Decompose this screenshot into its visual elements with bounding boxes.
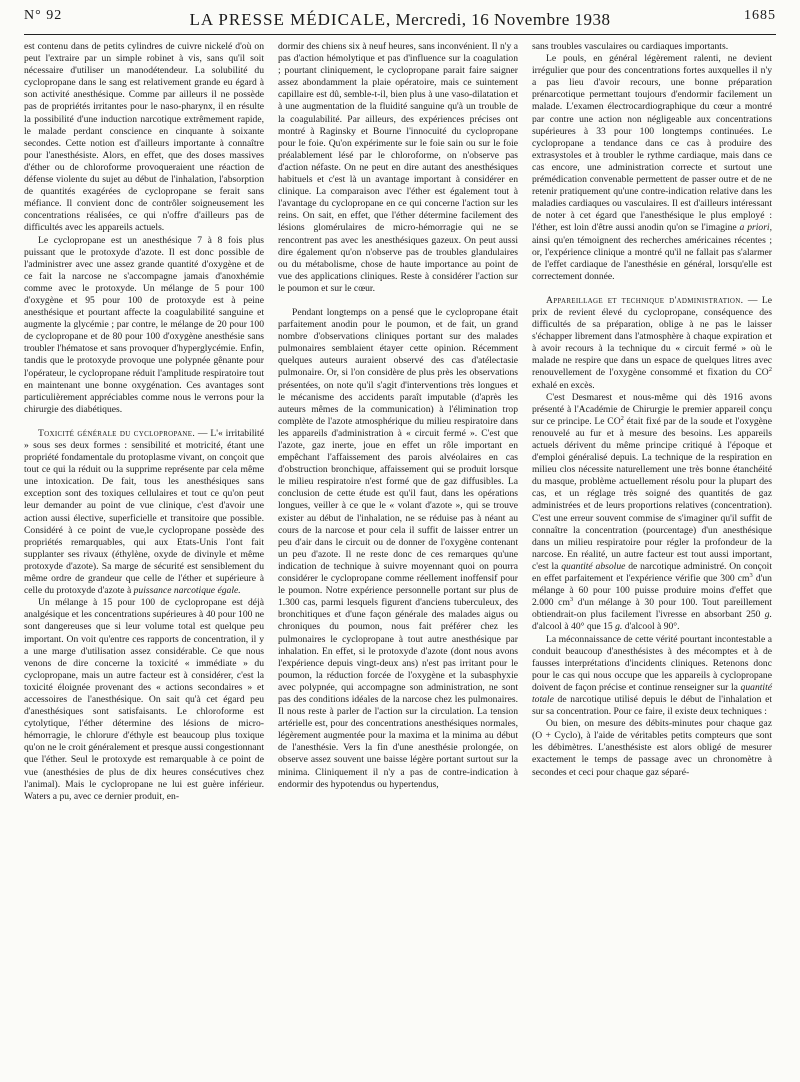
paragraph: Le pouls, en général légèrement ralenti, ne devient irrégulier que pour des concentrations fortes auxquelles il n'y a pas lieu d'avoir recours, une bonne préparation prénarcotique permettant toujours d'endormir facilement un malade. L'examen électrocardiographique du cœur a montré par contre une action non négligeable aux concentrations supérieures à 33 pour 100 longtemps continuées. Le cyclopropane a tendance dans ce cas à produire des extrasystoles et à troubler le rythme cardiaque, mais dans ce cas encore, une administration correcte et surtout une prémédication convenable permettent de passer outre et de ne retenir pratiquement qu'une contre-indication relative dans les maladies cardiaques ou vasculaires. Il est d'ailleurs intéressant de noter à cet égard que l'anesthésique le plus employé : l'éther, est loin d'être aussi anodin qu'on se l'imagine a priori, ainsi qu'en témoignent des recherches américaines récentes ; or, l'expérience clinique a montré qu'il ne fallait pas s'alarmer de l'effet cardiaque de l'anesthésie en général, lorsqu'elle est correctement donnée. bbox=[532, 53, 772, 282]
paragraph: Appareillage et technique d'administration. — Le prix de revient élevé du cyclopropane, conséquence des difficultés de sa préparation, oblige à ne pas le laisser s'échapper librement dans l'atmosphère à chaque expiration et à avoir recours à la technique du « circuit fermé » où le malade ne respire que dans un espace de quelques litres avec renouvellement de l'oxygène consommé et fixation du $CO^2$ exhalé en excès. bbox=[532, 294, 773, 391]
paragraph: est contenu dans de petits cylindres de cuivre nickelé d'où on peut l'extraire par un simple robinet à vis, sans qu'il soit nécessaire d'utiliser un manodétendeur. La solubilité du cyclopropane dans le sang est relativement grande eu égard à son activité anesthésique. Comme par ailleurs il ne possède pas de propriétés irritantes pour le naso-pharynx, il en résulte la possibilité d'une induction narcotique extrêmement rapide, le malade perdant conscience en cinquante à soixante secondes. Cette notion est d'ailleurs importante à connaître pour l'anesthésiste. Alors, en effet, que des doses massives d'éther ou de chloroforme provoqueraient une réaction de défense violente du sujet au début de l'inhalation, l'absorption de quantités exagérées de cyclopropane se ferait sans méfiance. Il convient donc de contrôler soigneusement les concentrations réalisées, ce qui n'offre d'ailleurs pas de difficultés avec les appareils actuels. bbox=[24, 41, 264, 234]
column-3 bbox=[532, 41, 772, 803]
section-heading: Appareillage et technique d'administration. bbox=[546, 294, 744, 306]
masthead-title: LA PRESSE MÉDICALE, Mercredi, 16 Novembre 1938 bbox=[189, 10, 611, 29]
issue-date: Mercredi, 16 Novembre 1938 bbox=[395, 10, 611, 29]
issue-number: N° 92 bbox=[24, 8, 63, 23]
section-heading: Toxicité générale du cyclopropane. bbox=[38, 427, 196, 439]
publication-name: LA PRESSE MÉDICALE bbox=[189, 10, 386, 29]
paragraph: Un mélange à 15 pour 100 de cyclopropane est déjà analgésique et les concentrations supérieures à 40 pour 100 ne sont dangereuses que si leur volume total est quelque peu important. On voit qu'entre ces rapports de concentration, il y a une marge d'utilisation assez considérable. Ce que nous venons de dire concerne la toxicité « immédiate » du cyclopropane, mais un autre facteur est à considérer, c'est la toxicité éloignée provenant des « actions secondaires » et accessoires de l'anesthésique. On sait qu'à cet égard peu d'anesthésiques sont satisfaisants. Le chloroforme est cytolytique, l'éther détermine des lésions de micro-hémorragie, le chlorure d'éthyle est beaucoup plus toxique qu'on ne le croit généralement et presque aussi congestionnant que l'éther. Seul le protoxyde est remarquable à ce point de vue (anesthésies de plus de dix heures consécutives chez l'animal). Mais le cyclopropane ne lui est guère inférieur. Waters a pu, avec ce dernier produit, en- bbox=[24, 597, 264, 802]
article-columns bbox=[24, 41, 776, 803]
paragraph: sans troubles vasculaires ou cardiaques importants. bbox=[532, 41, 729, 52]
paragraph: Ou bien, on mesure des débits-minutes pour chaque gaz (O + Cyclo), à l'aide de véritables petits compteurs que sont les débimètres. L'anesthésiste est alors obligé de mesurer exactement le temps de passage avec un chronomètre à secondes et ceci pour chaque gaz séparé- bbox=[532, 718, 772, 778]
masthead bbox=[24, 8, 776, 35]
paragraph: La méconnaissance de cette vérité pourtant incontestable a conduit beaucoup d'anesthésistes à des mécomptes et à de fausses interprétations d'incidents cliniques. Retenons donc pour le cas qui nous occupe que les appareils à cyclopropane doivent de façon précise et continue renseigner sur la quantité totale de narcotique utilisé depuis le début de l'inhalation et sur sa concentration. Pour ce faire, il existe deux techniques : bbox=[532, 633, 772, 718]
column-1 bbox=[24, 41, 264, 803]
paragraph: Toxicité générale du cyclopropane. — L'« irritabilité » sous ses deux formes : sensibilité et motricité, étant une propriété fondamentale du protoplasme vivant, on conçoit que tout ce qui la réduit ou la supprime représente par cela même une intoxication. De fait, tous les anesthésiques sans exception sont des toxiques cellulaires et tout ce qu'on peut leur demander au point de vue clinique, c'est d'avoir une action aussi élective, superficielle et transitoire que possible. Considéré à ce point de vue,le cyclopropane possède des propriétés remarquables, qui aux Etats-Unis l'ont fait supplanter ses rivaux (éthylène, oxyde de divinyle et même protoxyde d'azote). Sa marge de sécurité est sensiblement du même ordre de grandeur que celle de l'éther et supérieure à celle du protoxyde d'azote à puissance narcotique égale. bbox=[24, 427, 264, 597]
paragraph: C'est Desmarest et nous-même qui dès 1916 avons présenté à l'Académie de Chirurgie le premier appareil conçu sur ce principe. Le $CO^2$ était fixé par de la soude et l'oxygène renouvelé au fur et à mesure des besoins. Les appareils actuels dérivent du même principe critiqué à l'époque et d'emploi généralisé depuis. La technique de la respiration en milieu clos nécessite naturellement une très bonne étanchéité du masque, problème actuellement résolu pour la plupart des cas, et un réglage très soigné des quantités de gaz administrées et de leurs proportions relatives (concentration). C'est une erreur souvent commise de s'imaginer qu'il suffit de connaître la concentration (pourcentage) d'un anesthésique dans un milieu respiratoire pour régler la profondeur de la narcose. En réalité, un autre facteur est tout aussi important, c'est la quantité absolue de narcotique administré. On conçoit en effet parfaitement et l'expérience vérifie que 300 $cm^3$ d'un mélange à 60 pour 100 puisse produire moins d'effet que 2.000 $cm^3$ d'un mélange à 30 pour 100. Tout pareillement obtiendrait-on plus facilement l'ivresse en absorbant 250 g. d'alcool à 40° que 15 g. d'alcool à 90°. bbox=[532, 391, 772, 633]
paragraph: Le cyclopropane est un anesthésique 7 à 8 fois plus puissant que le protoxyde d'azote. Il est donc possible de l'administrer avec une assez grande quantité d'oxygène et de ce fait la narcose ne s'accompagne jamais d'anoxhémie comme avec le protoxyde. Un mélange de 5 pour 100 d'oxygène et 95 pour 100 de protoxyde est à peine anesthésique et pourtant affecte la coagulabilité sanguine et augmente la glycémie ; par contre, le mélange de 20 pour 100 de cyclopropane et de 80 pour 100 d'oxygène anesthésie sans troubler l'hématose et sans provoquer d'hyperglycémie. Enfin, tandis que le protoxyde provoque une polypnée gênante pour l'opérateur, le cyclopropane réduit l'amplitude respiratoire tout en maintenant une bonne oxygénation. Ces avantages sont particulièrement appréciables comme nous le verrons pour la chirurgie des diabétiques. bbox=[24, 234, 264, 415]
column-2 bbox=[278, 41, 518, 803]
paragraph: Pendant longtemps on a pensé que le cyclopropane était parfaitement anodin pour le poumon, et de fait, un grand nombre d'observations cliniques portant sur des malades pulmonaires semblaient étayer cette opinion. Récemment quelques auteurs auraient observé des cas d'atélectasie pulmonaire. Or, si l'on considère de plus près les observations présentées, on note qu'il s'agit d'interventions très longues et le mécanisme des accidents paraît imputable (d'après les auteurs mêmes de la communication) à l'élimination trop complète de l'azote atmosphérique du milieu respiratoire dans les appareils d'administration à « circuit fermé ». C'est que l'azote, gaz inerte, joue en effet un rôle important en empêchant l'affaissement des parois alvéolaires en cas d'obstruction bronchique, affaissement qui se produit lorsque le milieu respiratoire n'est formé que de gaz diffusibles. La conclusion de cette étude est qu'il faut, dans les opérations longues, veiller à ce que le « volant d'azote », qui se trouve exister au début de l'inhalation, ne se réduise pas à néant au cours de la narcose et pour cela il suffit de laisser entrer un peu d'air dans le circuit ou de donner de l'oxygène contenant un peu d'azote. Il ne reste donc de ces remarques qu'une indication de technique à suivre moyennant quoi on pourra considérer le cyclopropane comme réellement inoffensif pour le poumon. Notre expérience personnelle portant sur plus de 1.300 cas, parmi lesquels figurent d'anciens tuberculeux, des bronchitiques et d'une façon générale des malades aigus ou chroniques du poumon, nous fait préférer chez les pulmonaires le cyclopropane à tout autre anesthésique par inhalation. En effet, si le protoxyde d'azote (dont nous avons l'expérience depuis vingt-deux ans) n'est pas irritant pour le poumon, la réduction forcée de l'oxygène et la subasphyxie avec polypnée, qui accompagne son administration, ne sont pas des conditions idéales de la narcose chez les pulmonaires. Il nous reste à parler de l'action sur la circulation. La tension artérielle est, pour des concentrations anesthésiques normales, légèrement augmentée pour la maxima et la minima au début de l'anesthésie. Vers la fin d'une anesthésie prolongée, on observe assez souvent une baisse légère portant surtout sur la minima. Cliniquement il n'y a pas de contre-indication à endormir des hypotendus ou hypertendus, bbox=[278, 306, 518, 790]
page-number: 1685 bbox=[744, 8, 776, 23]
paragraph: dormir des chiens six à neuf heures, sans inconvénient. Il n'y a pas d'action hémolytique et pas d'influence sur la coagulation ; pourtant cliniquement, le cyclopropane parait faire saigner assez abondamment la plaie opératoire, mais ce suintement capillaire est dû, semble-t-il, bien plus à une vaso-dilatation et à une augmentation de la fluidité sanguine qu'à un trouble de la coagulabilité. Par ailleurs, des expériences précises ont montré à Raginsky et Bourne l'innocuité du cyclopropane pour le foie. Qu'on expérimente sur le foie sain ou sur le foie préalablement lésé par le chloroforme, on n'observe pas d'action néfaste. On ne peut en dire autant des anesthésiques habituels et c'est là un avantage important à considérer en clinique. La comparaison avec l'éther est également tout à l'avantage du cyclopropane en ce qui concerne l'action sur les reins. On sait, en effet, que l'éther détermine facilement des lésions glomérulaires de micro-hémorragie qui ne se rencontrent pas avec les anesthésiques gazeux. On peut aussi dire également qu'on n'observe pas de troubles glandulaires ou du métabolisme, chose de haute importance au point de vue des applications cliniques. Reste à considérer l'action sur le poumon et sur le cœur. bbox=[278, 41, 518, 294]
